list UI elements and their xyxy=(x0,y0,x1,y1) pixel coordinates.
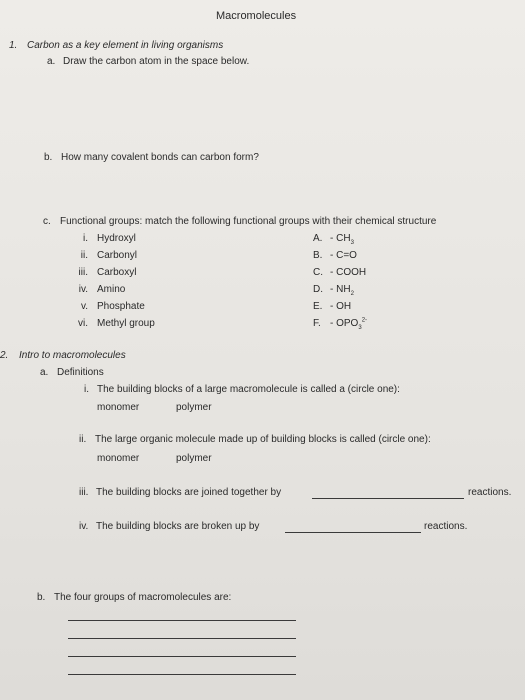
structure-letter: B. xyxy=(313,250,323,261)
option-polymer[interactable]: polymer xyxy=(176,453,212,464)
group-name: Carbonyl xyxy=(97,250,138,261)
structure-letter: C. xyxy=(313,267,323,278)
q1b-letter: b. xyxy=(44,152,53,163)
structure-letter: A. xyxy=(313,233,323,244)
group-name: Carboxyl xyxy=(97,267,137,278)
group-name: Amino xyxy=(97,284,126,295)
structure-formula: - $NH_2$ xyxy=(330,284,354,297)
q2-heading: Intro to macromolecules xyxy=(19,350,126,361)
group-name: Hydroxyl xyxy=(97,233,136,244)
structure-formula: - $CH_3$ xyxy=(330,233,354,246)
q1c-text: Functional groups: match the following functional groups with their chemical structure xyxy=(60,216,437,227)
q2-number: 2. xyxy=(0,350,9,361)
q2ai-num: i. xyxy=(84,384,89,395)
option-polymer[interactable]: polymer xyxy=(176,402,212,413)
group-name: Methyl group xyxy=(97,318,155,329)
q2b-text: The four groups of macromolecules are: xyxy=(54,592,232,603)
q2a-letter: a. xyxy=(40,367,49,378)
group-num: i. xyxy=(83,233,88,244)
structure-letter: D. xyxy=(313,284,323,295)
group-num: iv. xyxy=(78,284,88,295)
structure-letter: F. xyxy=(313,318,321,329)
q2ai-text: The building blocks of a large macromolecule is called a (circle one): xyxy=(97,384,400,395)
q2aiii-text: The building blocks are joined together by xyxy=(96,487,282,498)
q2aii-num: ii. xyxy=(79,434,87,445)
q1c-letter: c. xyxy=(43,216,51,227)
q2aiv-num: iv. xyxy=(79,521,89,532)
group-num: iii. xyxy=(78,267,88,278)
q1b-text: How many covalent bonds can carbon form? xyxy=(61,152,259,163)
q2b-letter: b. xyxy=(37,592,46,603)
answer-blank[interactable] xyxy=(68,674,296,675)
q2aiv-text: The building blocks are broken up by xyxy=(96,521,260,532)
answer-blank[interactable] xyxy=(68,638,296,639)
q2aiii-num: iii. xyxy=(79,487,89,498)
q2a-text: Definitions xyxy=(57,367,104,378)
group-num: ii. xyxy=(80,250,88,261)
q1-heading: Carbon as a key element in living organisms xyxy=(27,40,224,51)
answer-blank[interactable] xyxy=(68,620,296,621)
answer-blank[interactable] xyxy=(285,532,421,533)
group-num: vi. xyxy=(78,318,88,329)
q1-number: 1. xyxy=(9,40,18,51)
option-monomer[interactable]: monomer xyxy=(97,402,140,413)
answer-blank[interactable] xyxy=(68,656,296,657)
group-name: Phosphate xyxy=(97,301,145,312)
answer-blank[interactable] xyxy=(312,498,464,499)
q2aiv-end: reactions. xyxy=(424,521,468,532)
structure-letter: E. xyxy=(313,301,323,312)
structure-formula: - COOH xyxy=(330,267,367,278)
structure-formula: - C=O xyxy=(330,250,357,261)
q1a-text: Draw the carbon atom in the space below. xyxy=(63,56,250,67)
q2aiii-end: reactions. xyxy=(468,487,512,498)
structure-formula: - $OPO_3^{2-}$ xyxy=(330,317,368,331)
structure-formula: - OH xyxy=(330,301,352,312)
page-title: Macromolecules xyxy=(216,10,297,22)
option-monomer[interactable]: monomer xyxy=(97,453,140,464)
group-num: v. xyxy=(80,301,88,312)
q2aii-text: The large organic molecule made up of building blocks is called (circle one): xyxy=(95,434,431,445)
q1a-letter: a. xyxy=(47,56,56,67)
